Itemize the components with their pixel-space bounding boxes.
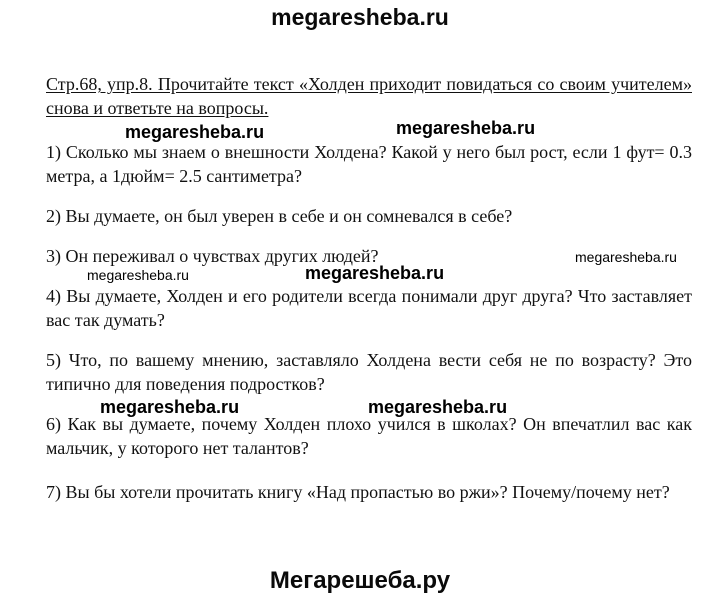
watermark: megaresheba.ru [575, 249, 677, 265]
question-3: 3) Он переживал о чувствах других людей? [46, 246, 379, 266]
question-4: 4) Вы думаете, Холден и его родители всегда понимали друг друга? Что заставляет вас так думать? [46, 286, 692, 330]
watermark: megaresheba.ru [87, 267, 189, 283]
question-1: 1) Сколько мы знаем о внешности Холдена? Какой у него был рост, если 1 фут= 0.3 метра, а 1дюйм= 2.5 сантиметра? [46, 142, 692, 186]
watermark: megaresheba.ru [305, 263, 445, 283]
site-header-logo: megaresheba.ru [271, 4, 449, 30]
watermark: megaresheba.ru [396, 118, 536, 138]
watermark: megaresheba.ru [100, 397, 240, 417]
watermark: megaresheba.ru [125, 122, 265, 142]
watermark: megaresheba.ru [368, 397, 508, 417]
question-2: 2) Вы думаете, он был уверен в себе и он сомневался в себе? [46, 206, 513, 226]
task-title: Стр.68, упр.8. Прочитайте текст «Холден приходит повидаться со своим учителем» снова и ответьте на вопросы. [46, 74, 692, 118]
question-7: 7) Вы бы хотели прочитать книгу «Над пропастью во ржи»? Почему/почему нет? [46, 482, 670, 502]
question-6: 6) Как вы думаете, почему Холден плохо учился в школах? Он впечатлил вас как мальчик, у которого нет талантов? [46, 414, 692, 458]
site-footer-logo: Мегарешеба.ру [269, 567, 451, 594]
question-5: 5) Что, по вашему мнению, заставляло Холдена вести себя не по возрасту? Это типично для поведения подростков? [46, 350, 692, 394]
